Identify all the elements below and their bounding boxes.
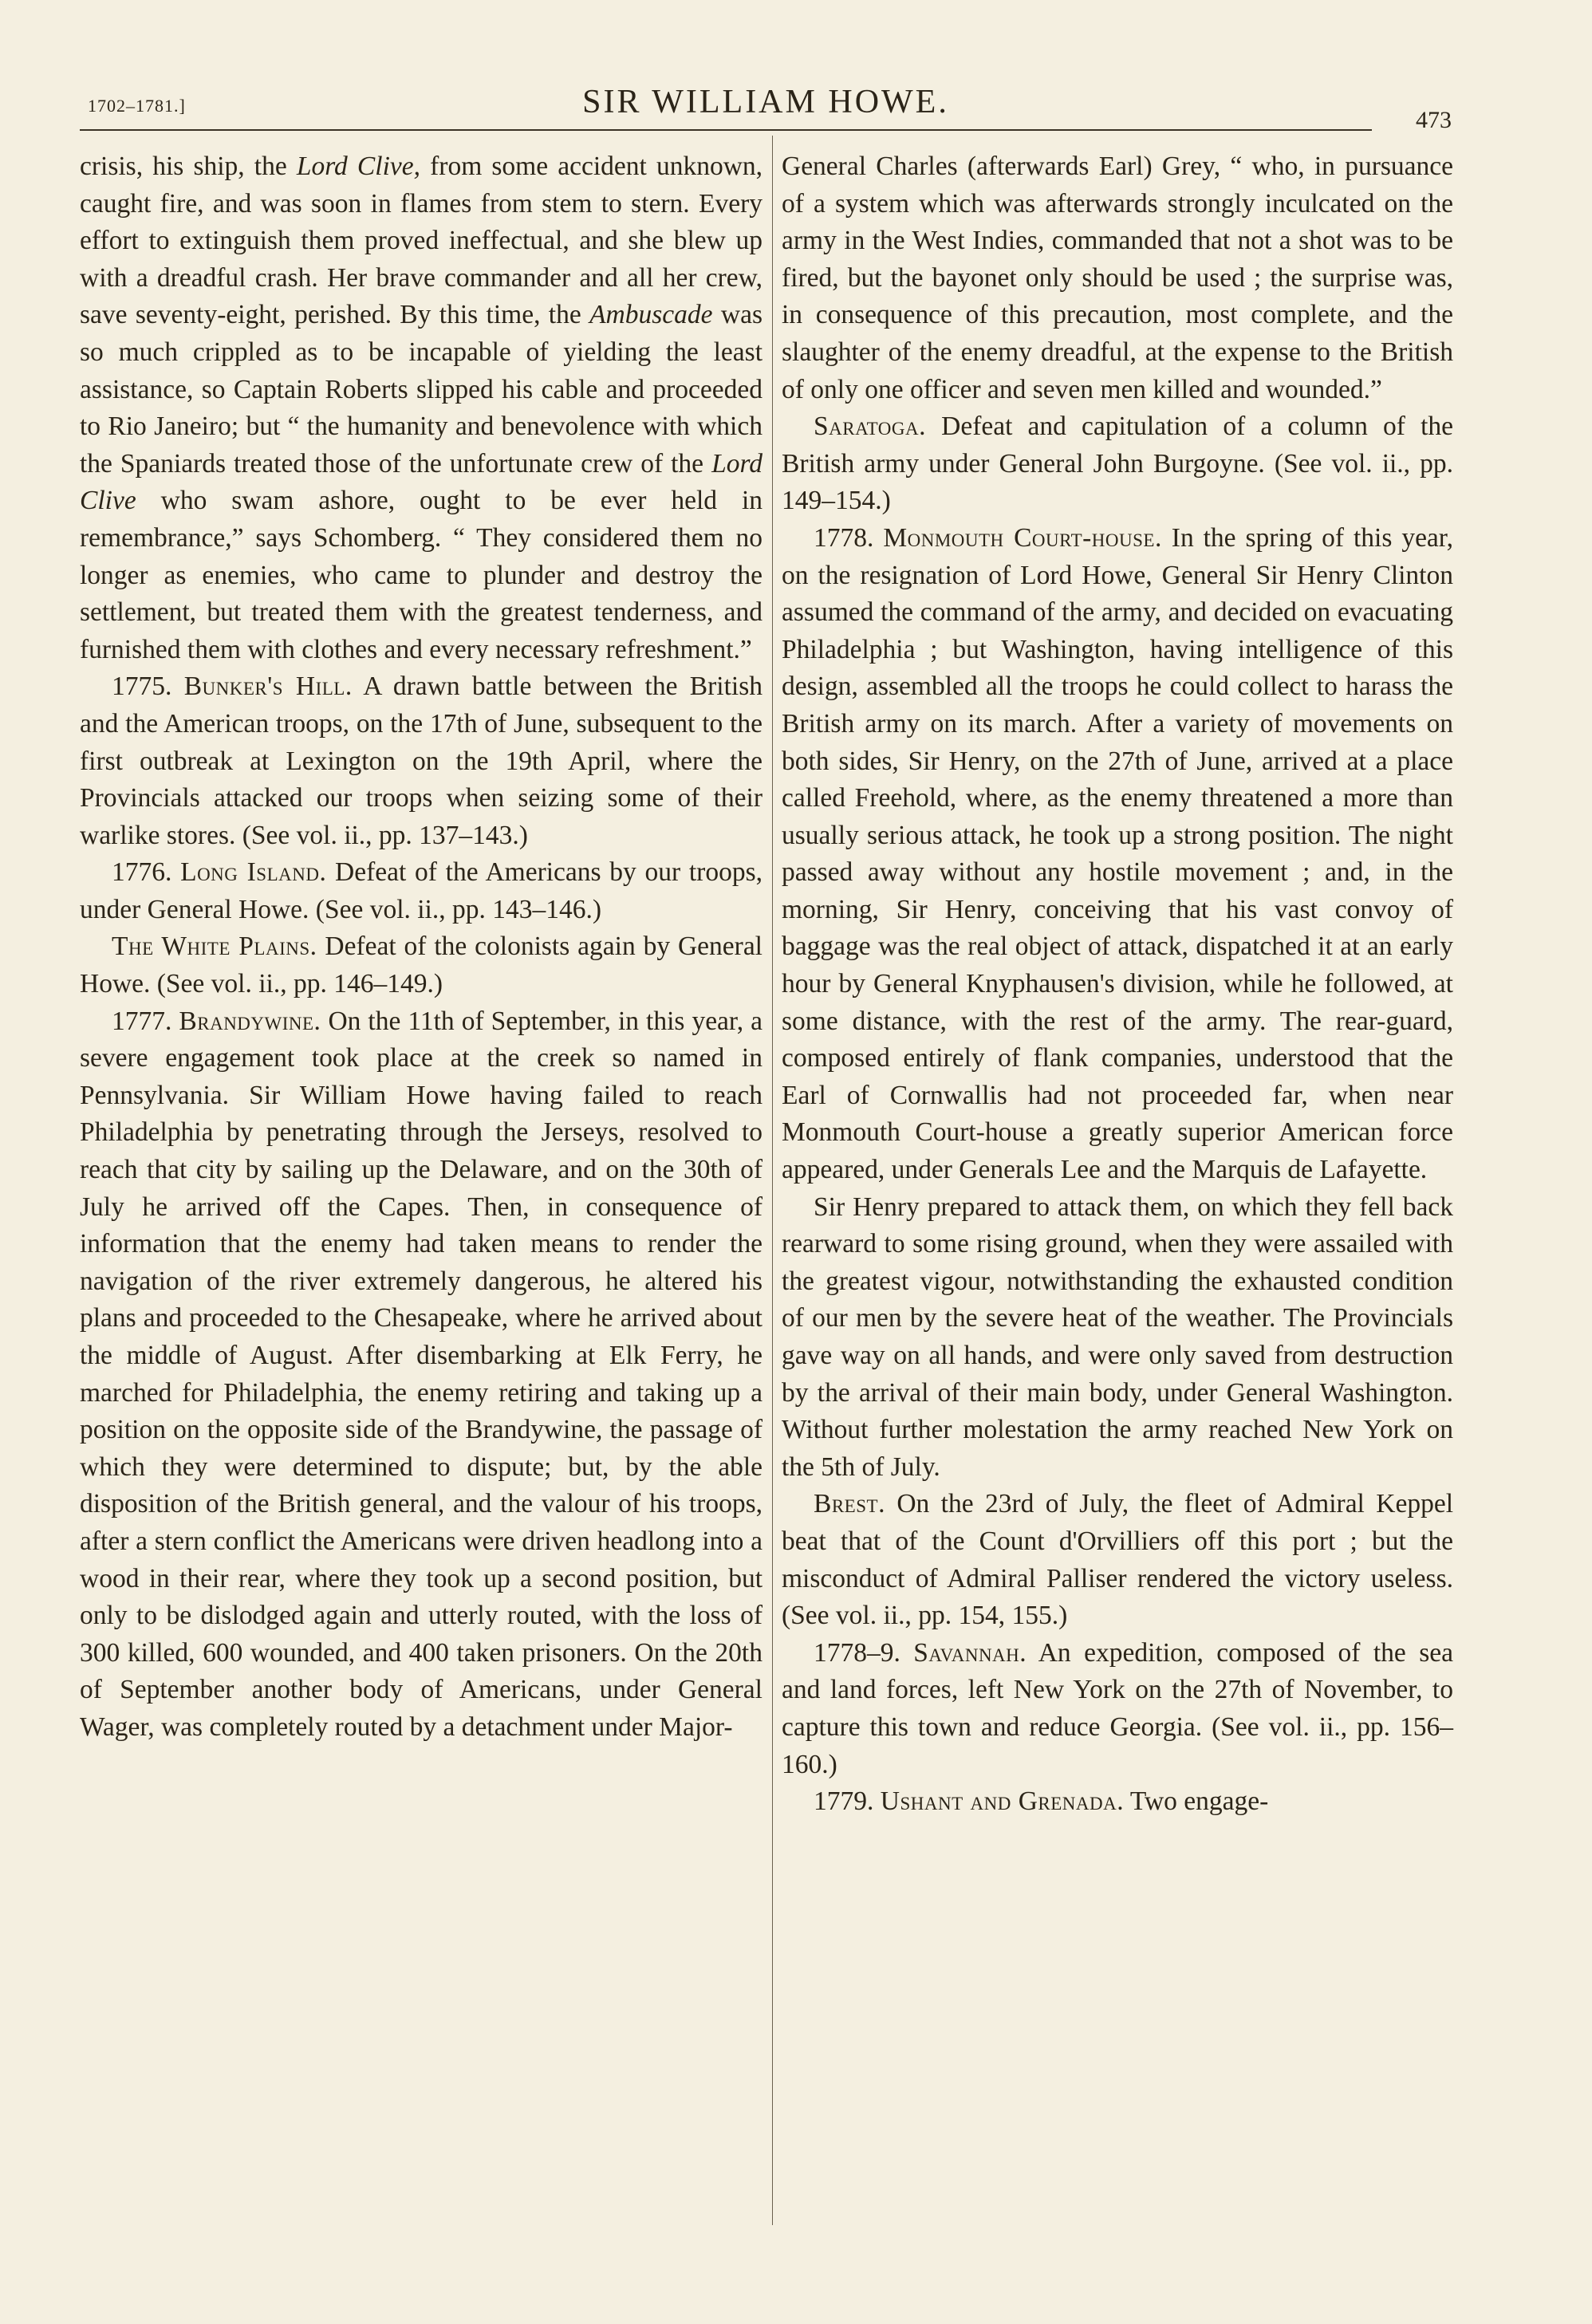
paragraph-brest: Brest. On the 23rd of July, the fleet of Admiral Keppel beat that of the Count d'Orvilliers off this port ; but the misconduct of Admiral Palliser rendered the victory useless. (See vol. ii., pp. 154, 155.) bbox=[782, 1489, 1453, 1631]
entry-year: 1777. bbox=[112, 1006, 172, 1036]
ship-name: Lord Clive, bbox=[296, 152, 420, 181]
right-column bbox=[782, 148, 1453, 1821]
entry-year: 1776. bbox=[112, 857, 172, 888]
entry-heading: Monmouth Court-house. bbox=[883, 522, 1162, 553]
header-rule bbox=[80, 129, 1372, 131]
entry-heading: Saratoga. bbox=[814, 412, 926, 442]
paragraph-ushant: 1779. Ushant and Grenada. Two engage- bbox=[814, 1786, 1269, 1817]
paragraph-bunkers-hill: 1775. Bunker's Hill. A drawn battle between the British and the American troops, on the 17th of June, subsequent to the first outbreak at Lexington on the 19th April, where the Provincials attacked our troops when seizing some of their warlike stores. (See vol. ii., pp. 137–143.) bbox=[80, 672, 763, 850]
column-divider bbox=[772, 136, 773, 2225]
entry-heading: Savannah. bbox=[913, 1637, 1027, 1668]
year-range: 1702–1781.] bbox=[88, 96, 186, 116]
paragraph-long-island: 1776. Long Island. Defeat of the Americans by our troops, under General Howe. (See vol. ii., pp. 143–146.) bbox=[80, 857, 763, 924]
entry-heading: Bunker's Hill. bbox=[183, 672, 353, 702]
entry-heading: Ushant and Grenada. bbox=[880, 1786, 1125, 1817]
entry-year: 1775. bbox=[112, 672, 172, 702]
page-number: 473 bbox=[1416, 107, 1452, 133]
entry-year: 1778. bbox=[814, 522, 874, 553]
entry-heading: The White Plains. bbox=[112, 932, 317, 962]
entry-heading: Brandywine. bbox=[179, 1006, 321, 1036]
ship-name: Ambuscade bbox=[589, 300, 713, 330]
left-column bbox=[80, 148, 763, 1747]
entry-year: 1778–9. bbox=[814, 1637, 900, 1668]
ship-name: Lord Clive bbox=[80, 448, 763, 516]
paragraph-savannah: 1778–9. Savannah. An expedition, composed of the sea and land forces, left New York on the 27th of November, to capture this town and reduce Georgia. (See vol. ii., pp. 156–160.) bbox=[782, 1637, 1453, 1779]
running-head bbox=[80, 80, 1452, 133]
paragraph-sir-henry: Sir Henry prepared to attack them, on which they fell back rearward to some rising ground, when they were assailed with the greatest vigour, notwithstanding the exhausted condition of our men by the severe heat of the weather. The Provincials gave way on all hands, and were only saved from destruction by the arrival of their main body, under General Washington. Without further molestation the army reached New York on the 5th of July. bbox=[782, 1192, 1453, 1482]
page-title: SIR WILLIAM HOWE. bbox=[582, 84, 949, 120]
paragraph-lord-clive: crisis, his ship, the Lord Clive, from some accident unknown, caught fire, and was soon in flames from stem to stern. Every effort to extinguish them proved ineffectual, and she blew up with a dreadful crash. Her brave commander and all her crew, save seventy-eight, perished. By this time, the Ambuscade was so much crippled as to be incapable of yielding the least assistance, so Captain Roberts slipped his cable and proceeded to Rio Janeiro; but “ the humanity and benevolence with which the Spaniards treated those of the unfortunate crew of the Lord Clive who swam ashore, ought to be ever held in remembrance,” says Schomberg. “ They considered them no longer as enemies, who came to plunder and destroy the settlement, but treated them with the greatest tenderness, and furnished them with clothes and every necessary refreshment.” bbox=[80, 152, 763, 664]
paragraph-saratoga: Saratoga. Defeat and capitulation of a column of the British army under General John Burgoyne. (See vol. ii., pp. 149–154.) bbox=[782, 412, 1453, 516]
entry-year: 1779. bbox=[814, 1786, 874, 1817]
paragraph-monmouth: 1778. Monmouth Court-house. In the spring of this year, on the resignation of Lord Howe, General Sir Henry Clinton assumed the command of the army, and decided on evacuating Philadelphia ; but Washington, having intelligence of this design, assembled all the troops he could collect to harass the British army on its march. After a variety of movements on both sides, Sir Henry, on the 27th of June, arrived at a place called Freehold, where, as the enemy threatened a more than usually serious attack, he took up a strong position. The night passed away without any hostile movement ; and, in the morning, Sir Henry, conceiving that his vast convoy of baggage was the real object of attack, dispatched it at an early hour by General Knyphausen's division, while he followed, at some distance, with the rest of the army. The rear-guard, composed entirely of flank companies, understood that the Earl of Cornwallis had not proceeded far, when near Monmouth Court-house a greatly superior American force appeared, under Generals Lee and the Marquis de Lafayette. bbox=[782, 522, 1453, 1185]
paragraph-grey: General Charles (afterwards Earl) Grey, “ who, in pursuance of a system which was afterwards strongly inculcated on the army in the West Indies, commanded that not a shot was to be fired, but the bayonet only should be used ; the surprise was, in consequence of this precaution, most complete, and the slaughter of the enemy dreadful, at the expense to the British of only one officer and seven men killed and wounded.” bbox=[782, 152, 1453, 404]
entry-heading: Brest. bbox=[814, 1489, 885, 1519]
paragraph-white-plains: The White Plains. Defeat of the colonists again by General Howe. (See vol. ii., pp. 146–149.) bbox=[80, 932, 763, 999]
entry-heading: Long Island. bbox=[180, 857, 327, 888]
paragraph-brandywine: 1777. Brandywine. On the 11th of September, in this year, a severe engagement took place at the creek so named in Pennsylvania. Sir William Howe having failed to reach Philadelphia by penetrating through the Jerseys, resolved to reach that city by sailing up the Delaware, and on the 30th of July he arrived off the Capes. Then, in consequence of information that the enemy had taken means to render the navigation of the river extremely dangerous, he altered his plans and proceeded to the Chesapeake, where he arrived about the middle of August. After disembarking at Elk Ferry, he marched for Philadelphia, the enemy retiring and taking up a position on the opposite side of the Brandywine, the passage of which they were determined to dispute; but, by the able disposition of the British general, and the valour of his troops, after a stern conflict the Americans were driven headlong into a wood in their rear, where they took up a second position, but only to be dislodged again and utterly routed, with the loss of 300 killed, 600 wounded, and 400 taken prisoners. On the 20th of September another body of Americans, under General Wager, was completely routed by a detachment under Major- bbox=[80, 1006, 763, 1742]
